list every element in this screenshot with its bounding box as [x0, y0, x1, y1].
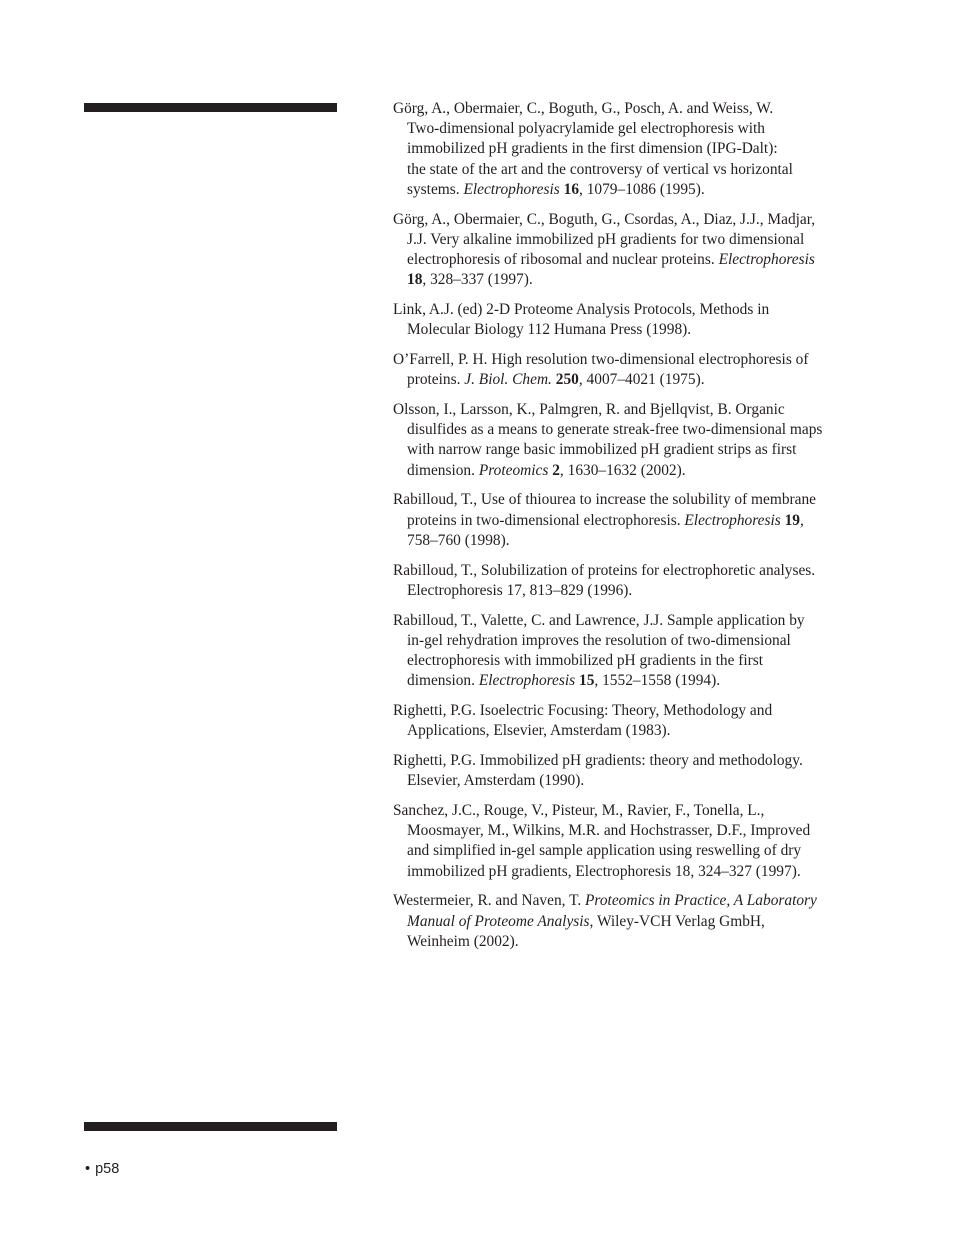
reference-text: Proteomics in Practice, A Laboratory	[585, 892, 817, 910]
reference-entry	[393, 300, 865, 340]
reference-entry	[393, 99, 865, 200]
reference-text: J.J. Very alkaline immobilized pH gradients for two dimensional	[407, 230, 805, 248]
top-rule	[84, 103, 337, 112]
reference-text: , 4007–4021 (1975).	[578, 371, 705, 389]
reference-text: 19	[784, 511, 800, 529]
reference-text: , 1630–1632 (2002).	[559, 461, 686, 479]
reference-text: , 1079–1086 (1995).	[579, 180, 705, 198]
reference-entry	[393, 400, 865, 481]
reference-text: Electrophoresis	[684, 511, 781, 529]
reference-text: Elsevier, Amsterdam (1990).	[407, 772, 585, 790]
reference-text: dimension.	[407, 672, 479, 690]
reference-text: systems.	[407, 180, 464, 198]
reference-entry	[393, 751, 865, 791]
reference-text: proteins in two-dimensional electrophoresis.	[407, 511, 685, 529]
reference-text: electrophoresis of ribosomal and nuclear proteins.	[407, 251, 719, 269]
reference-text: 250	[555, 371, 579, 389]
reference-text: immobilized pH gradients in the first dimension (IPG-Dalt):	[407, 140, 778, 158]
reference-text: O’Farrell, P. H. High resolution two-dimensional electrophoresis of	[393, 351, 809, 369]
reference-entry	[393, 611, 865, 692]
reference-text: Westermeier, R. and Naven, T.	[393, 892, 586, 910]
reference-entry	[393, 490, 865, 551]
reference-text: Two-dimensional polyacrylamide gel electrophoresis with	[407, 120, 765, 138]
reference-text: Moosmayer, M., Wilkins, M.R. and Hochstrasser, D.F., Improved	[407, 822, 811, 840]
reference-text: Olsson, I., Larsson, K., Palmgren, R. and Bjellqvist, B. Organic	[393, 401, 785, 419]
reference-text: in-gel rehydration improves the resolution of two-dimensional	[407, 631, 791, 649]
reference-text: Rabilloud, T., Valette, C. and Lawrence, J.J. Sample application by	[393, 611, 805, 629]
reference-entry	[393, 701, 865, 741]
reference-text: dimension.	[407, 461, 479, 479]
reference-text: Electrophoresis	[718, 251, 815, 269]
reference-list	[393, 99, 865, 962]
reference-text: J. Biol. Chem.	[464, 371, 552, 389]
reference-text: Rabilloud, T., Use of thiourea to increase the solubility of membrane	[393, 491, 816, 509]
reference-text: Görg, A., Obermaier, C., Boguth, G., Csordas, A., Diaz, J.J., Madjar,	[393, 210, 816, 228]
reference-text: Electrophoresis	[478, 672, 576, 690]
page-number: p58	[95, 1161, 120, 1177]
reference-text: electrophoresis with immobilized pH gradients in the first	[407, 652, 764, 670]
reference-text: Rabilloud, T., Solubilization of proteins for electrophoretic analyses.	[393, 561, 816, 579]
reference-entry	[393, 561, 865, 601]
reference-text: Proteomics	[478, 461, 549, 479]
reference-text: Applications, Elsevier, Amsterdam (1983).	[407, 722, 671, 740]
reference-text: 758–760 (1998).	[407, 531, 510, 549]
reference-text: Görg, A., Obermaier, C., Boguth, G., Posch, A. and Weiss, W.	[393, 100, 774, 117]
reference-text: Sanchez, J.C., Rouge, V., Pisteur, M., Ravier, F., Tonella, L.,	[393, 802, 765, 820]
reference-text: Electrophoresis 17, 813–829 (1996).	[407, 581, 633, 599]
reference-text: , Wiley-VCH Verlag GmbH,	[589, 912, 765, 930]
reference-text: , 1552–1558 (1994).	[594, 672, 721, 690]
reference-text: ,	[799, 511, 804, 529]
reference-text: and simplified in-gel sample application using reswelling of dry	[407, 842, 802, 860]
reference-text: proteins.	[407, 371, 465, 389]
reference-text: Molecular Biology 112 Humana Press (1998).	[407, 321, 692, 339]
reference-entry	[393, 210, 865, 291]
reference-text: immobilized pH gradients, Electrophoresis 18, 324–327 (1997).	[407, 862, 801, 880]
reference-text: 16	[563, 180, 580, 198]
reference-text: , 328–337 (1997).	[422, 271, 533, 289]
reference-text: 18	[407, 271, 423, 289]
reference-text: 2	[552, 461, 560, 479]
reference-text: Manual of Proteome Analysis	[407, 912, 590, 930]
reference-text: 15	[579, 672, 595, 690]
bottom-rule	[84, 1122, 337, 1131]
reference-entry	[393, 891, 865, 952]
page-footer	[85, 1161, 119, 1177]
reference-text: Righetti, P.G. Immobilized pH gradients: theory and methodology.	[393, 752, 803, 770]
reference-text: Righetti, P.G. Isoelectric Focusing: Theory, Methodology and	[393, 702, 773, 720]
reference-text: the state of the art and the controversy of vertical vs horizontal	[407, 160, 793, 178]
reference-text: Electrophoresis	[463, 180, 560, 198]
reference-text: with narrow range basic immobilized pH gradient strips as first	[407, 441, 797, 459]
reference-text: Weinheim (2002).	[407, 932, 519, 950]
reference-entry	[393, 350, 865, 390]
reference-text: disulfides as a means to generate streak-free two-dimensional maps	[407, 421, 823, 439]
reference-text: Link, A.J. (ed) 2-D Proteome Analysis Protocols, Methods in	[393, 301, 770, 319]
footer-bullet: •	[85, 1161, 91, 1177]
reference-entry	[393, 801, 865, 882]
